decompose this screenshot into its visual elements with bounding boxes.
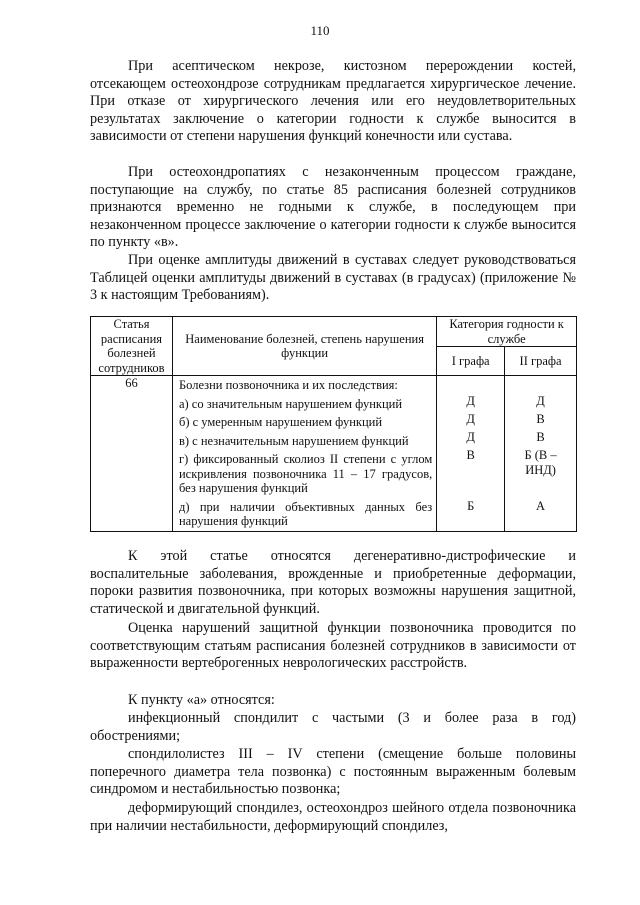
paragraph-infectious-spondylitis: инфекционный спондилит с частыми (3 и более раза в год) обострениями; (90, 710, 576, 744)
paragraph-deforming-spondylosis: деформирующий спондилез, остеохондроз шейного отдела позвоночника при наличии нестабильности, деформирующий спондилез, (90, 800, 576, 834)
grade-a-1: Д (466, 394, 475, 408)
grade-b-1: Д (466, 412, 475, 426)
table-header-row (91, 317, 577, 347)
header-graph-2: II графа (505, 347, 577, 376)
categories-table (90, 316, 577, 532)
paragraph-protective-function: Оценка нарушений защитной функции позвоночника проводится по соответствующим статьям расписания болезней сотрудников в зависимости от выраженности вертеброгенных неврологических расстройств. (90, 620, 576, 672)
disease-cell (172, 376, 436, 532)
header-article: Статья расписания болезней сотрудников (91, 317, 173, 376)
page-number: 110 (310, 23, 330, 38)
disease-title: Болезни позвоночника и их последствия: (178, 378, 398, 392)
header-category: Категория годности к службе (437, 317, 577, 347)
graph-1-values (437, 376, 505, 532)
grade-g-2: Б (В – ИНД) (524, 448, 557, 477)
disease-item-d: д) при наличии объективных данных без нарушения функций (178, 499, 433, 528)
paragraph-osteochondropathy: При остеохондропатиях с незаконченным процессом граждане, поступающие на службу, по статье 85 расписания болезней сотрудников признаются временно не годными к службе, в последующем при незаконченном процессе заключение о категории годности к службе выносится по пункту «в». (90, 164, 576, 251)
grade-b-2: В (536, 412, 545, 426)
disease-item-v: в) с незначительным нарушением функций (178, 433, 409, 448)
grade-d-2: А (536, 499, 546, 513)
table-row (91, 376, 577, 532)
paragraph-point-a: К пункту «а» относятся: (128, 692, 275, 708)
disease-item-a: а) со значительным нарушением функций (178, 396, 403, 411)
header-disease: Наименование болезней, степень нарушения функции (172, 317, 436, 376)
article-number: 66 (91, 376, 173, 532)
header-graph-1: I графа (437, 347, 505, 376)
grade-a-2: Д (536, 394, 545, 408)
paragraph-article-scope: К этой статье относятся дегенеративно-дистрофические и воспалительные заболевания, врожденные и приобретенные деформации, пороки развития позвоночника, при которых возможны нарушения защитной, статической и двигательной функций. (90, 548, 576, 617)
grade-d-1: Б (467, 499, 475, 513)
disease-item-g: г) фиксированный сколиоз II степени с углом искривления позвоночника 11 – 17 градусов, без нарушения функций (178, 452, 433, 495)
grade-g-1: В (466, 448, 475, 462)
graph-2-values (505, 376, 577, 532)
grade-v-2: В (536, 430, 545, 444)
grade-v-1: Д (466, 430, 475, 444)
paragraph-aseptic-necrosis: При асептическом некрозе, кистозном перерождении костей, отсекающем остеохондрозе сотрудникам предлагается хирургическое лечение. При отказе от хирургического лечения или его неудовлетворительных результатах заключение о категории годности к службе выносится в зависимости от степени нарушения функций конечности или сустава. (90, 58, 576, 145)
paragraph-amplitude: При оценке амплитуды движений в суставах следует руководствоваться Таблицей оценки амплитуды движений в суставах (в градусах) (приложение № 3 к настоящим Требованиям). (90, 252, 576, 304)
disease-item-b: б) с умеренным нарушением функций (178, 415, 383, 429)
paragraph-spondylolisthesis: спондилолистез III – IV степени (смещение больше половины поперечного диаметра тела позвонка) с постоянным выраженным болевым синдромом и нестабильностью позвонка; (90, 746, 576, 798)
